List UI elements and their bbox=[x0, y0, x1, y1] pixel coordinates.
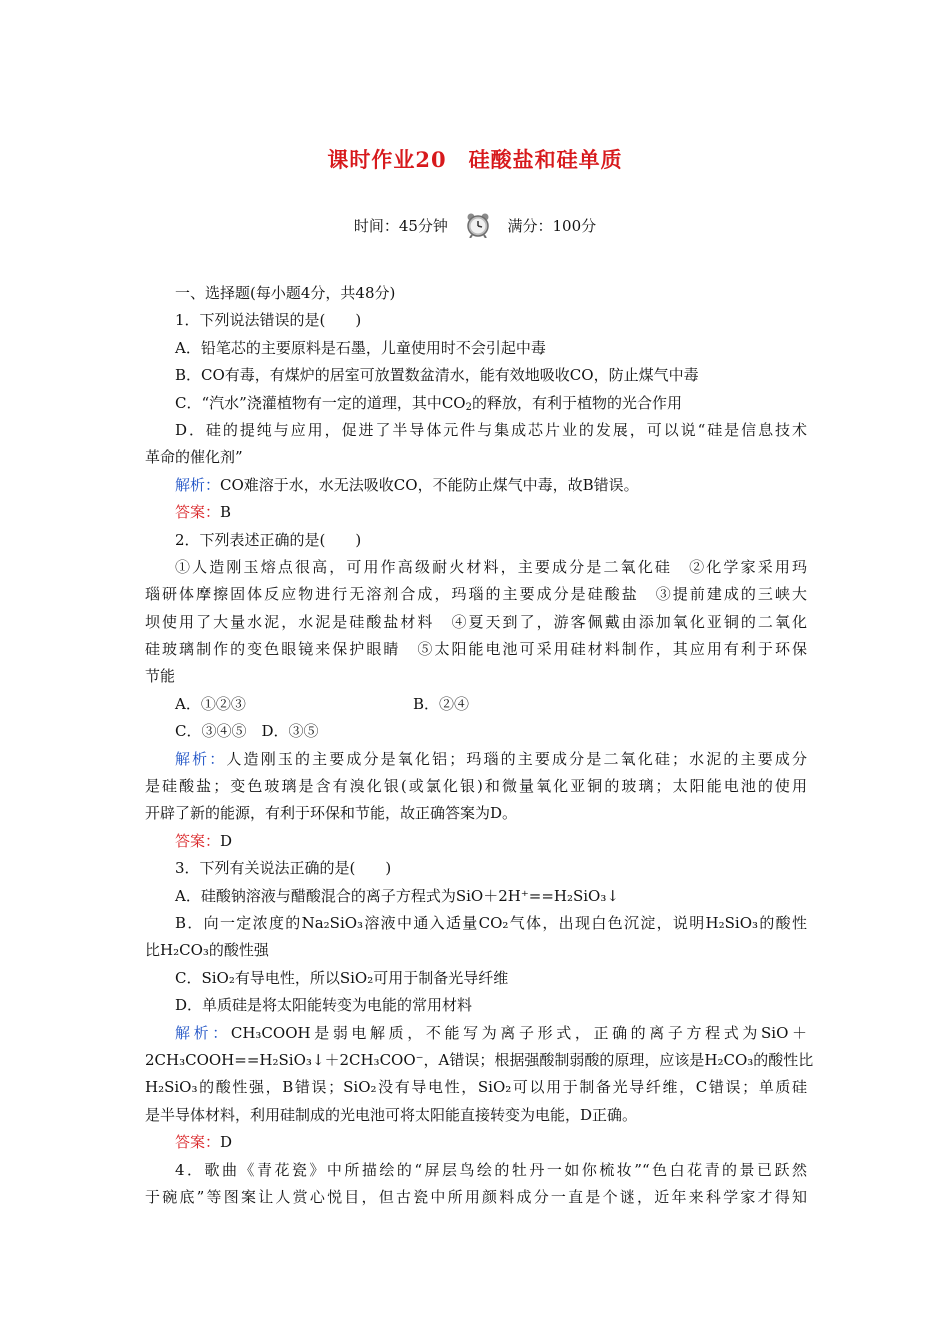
q2-text-line3: 坝使用了大量水泥，水泥是硅酸盐材料 ④夏天到了，游客佩戴由添加氧化亚铜的二氧化 bbox=[145, 612, 807, 631]
q3-option-d: D．单质硅是将太阳能转变为电能的常用材料 bbox=[175, 996, 473, 1015]
q1-analysis-label: 解析： bbox=[175, 475, 221, 494]
q2-answer-value: D bbox=[220, 831, 233, 850]
q2-text-line1: ①人造刚玉熔点很高，可用作高级耐火材料，主要成分是二氧化硅 ②化学家采用玛 bbox=[175, 557, 807, 576]
q2-stem: 2．下列表述正确的是( ) bbox=[175, 530, 362, 549]
q1-option-d-line2: 革命的催化剂” bbox=[145, 448, 243, 467]
q1-option-b: B．CO有毒，有煤炉的居室可放置数盆清水，能有效地吸收CO，防止煤气中毒 bbox=[175, 366, 699, 385]
q3-analysis-label: 解析： bbox=[175, 1023, 231, 1042]
q2-analysis-line2: 是硅酸盐；变色玻璃是含有溴化银(或氯化银)和微量氧化亚铜的玻璃；太阳能电池的使用 bbox=[145, 777, 807, 796]
q3-option-a: A．硅酸钠溶液与醋酸混合的离子方程式为SiO＋2H⁺==H₂SiO₃↓ bbox=[175, 886, 619, 905]
q2-text-line2: 瑙研体摩擦固体反应物进行无溶剂合成，玛瑙的主要成分是硅酸盐 ③提前建成的三峡大 bbox=[145, 585, 807, 604]
document-body bbox=[145, 280, 814, 1211]
alarm-clock-icon bbox=[465, 212, 491, 242]
page-title: 课时作业20 硅酸盐和硅单质 bbox=[327, 147, 623, 172]
q2-text-line5: 节能 bbox=[145, 667, 176, 686]
q1-answer-label: 答案： bbox=[175, 503, 221, 522]
q2-option-a: A．①②③ bbox=[175, 694, 246, 713]
q3-analysis-line2: 2CH₃COOH==H₂SiO₃↓＋2CH₃COO⁻，A错误；根据强酸制弱酸的原理，应该是H₂CO₃的酸性比 bbox=[145, 1050, 814, 1069]
q2-option-b: B．②④ bbox=[413, 694, 470, 713]
q1-stem: 1．下列说法错误的是( ) bbox=[175, 311, 362, 330]
q3-option-b-line1: B．向一定浓度的Na₂SiO₃溶液中通入适量CO₂气体，出现白色沉淀，说明H₂SiO₃的酸性 bbox=[175, 913, 807, 932]
q3-analysis-line4: 是半导体材料，利用硅制成的光电池可将太阳能直接转变为电能，D正确。 bbox=[145, 1105, 638, 1124]
q4-text-line1: 4．歌曲《青花瓷》中所描绘的“屏层鸟绘的牡丹一如你梳妆”“色白花青的景已跃然 bbox=[175, 1160, 807, 1179]
q3-answer bbox=[145, 1129, 807, 1156]
q1-option-a: A．铅笔芯的主要原料是石墨，儿童使用时不会引起中毒 bbox=[175, 338, 546, 357]
exam-meta bbox=[0, 212, 950, 242]
q3-option-b-line2: 比H₂CO₃的酸性强 bbox=[145, 941, 269, 960]
q1-option-c-pre: C．“汽水”浇灌植物有一定的道理，其中CO bbox=[175, 393, 466, 412]
q3-analysis-text1: CH₃COOH是弱电解质，不能写为离子形式，正确的离子方程式为SiO＋ bbox=[230, 1023, 807, 1042]
q2-option-c: C．③④⑤ bbox=[175, 722, 247, 741]
q2-analysis-line3: 开辟了新的能源，有利于环保和节能，故正确答案为D。 bbox=[145, 804, 518, 823]
q2-analysis-text1: 人造刚玉的主要成分是氧化铝；玛瑙的主要成分是二氧化硅；水泥的主要成分 bbox=[226, 749, 807, 768]
q3-answer-label: 答案： bbox=[175, 1133, 221, 1152]
q4-text-line2: 于碗底”等图案让人赏心悦目，但古瓷中所用颜料成分一直是个谜，近年来科学家才得知 bbox=[145, 1187, 807, 1206]
q2-option-d: D．③⑤ bbox=[261, 722, 319, 741]
time-label: 时间：45分钟 bbox=[353, 217, 448, 235]
q1-analysis bbox=[145, 472, 807, 499]
q1-option-d-line1: D．硅的提纯与应用，促进了半导体元件与集成芯片业的发展，可以说“硅是信息技术 bbox=[175, 420, 807, 439]
q1-option-c-post: 的释放，有利于植物的光合作用 bbox=[471, 393, 682, 412]
section-heading: 一、选择题(每小题4分，共48分) bbox=[175, 284, 396, 302]
q2-analysis-label: 解析： bbox=[175, 749, 227, 768]
q2-options-cd bbox=[145, 718, 807, 745]
q1-analysis-text: CO难溶于水，水无法吸收CO，不能防止煤气中毒，故B错误。 bbox=[220, 475, 639, 494]
q3-stem: 3．下列有关说法正确的是( ) bbox=[175, 859, 392, 878]
q3-analysis-line3: H₂SiO₃的酸性强，B错误；SiO₂没有导电性，SiO₂可以用于制备光导纤维，C错误；单质硅 bbox=[145, 1078, 807, 1097]
q3-answer-value: D bbox=[220, 1133, 233, 1152]
q1-answer-value: B bbox=[220, 503, 232, 522]
score-label: 满分：100分 bbox=[507, 217, 597, 235]
q2-answer bbox=[145, 828, 807, 855]
q3-option-c: C．SiO₂有导电性，所以SiO₂可用于制备光导纤维 bbox=[175, 968, 509, 987]
q1-option-c-sub: 2 bbox=[465, 401, 472, 413]
q2-answer-label: 答案： bbox=[175, 831, 221, 850]
q1-option-c bbox=[145, 390, 807, 417]
q2-text-line4: 硅玻璃制作的变色眼镜来保护眼睛 ⑤太阳能电池可采用硅材料制作，其应用有利于环保 bbox=[145, 640, 807, 659]
q2-options-ab bbox=[145, 691, 807, 718]
q1-answer bbox=[145, 499, 807, 526]
q3-analysis-line1 bbox=[145, 1020, 807, 1047]
q2-analysis-line1 bbox=[145, 746, 807, 773]
